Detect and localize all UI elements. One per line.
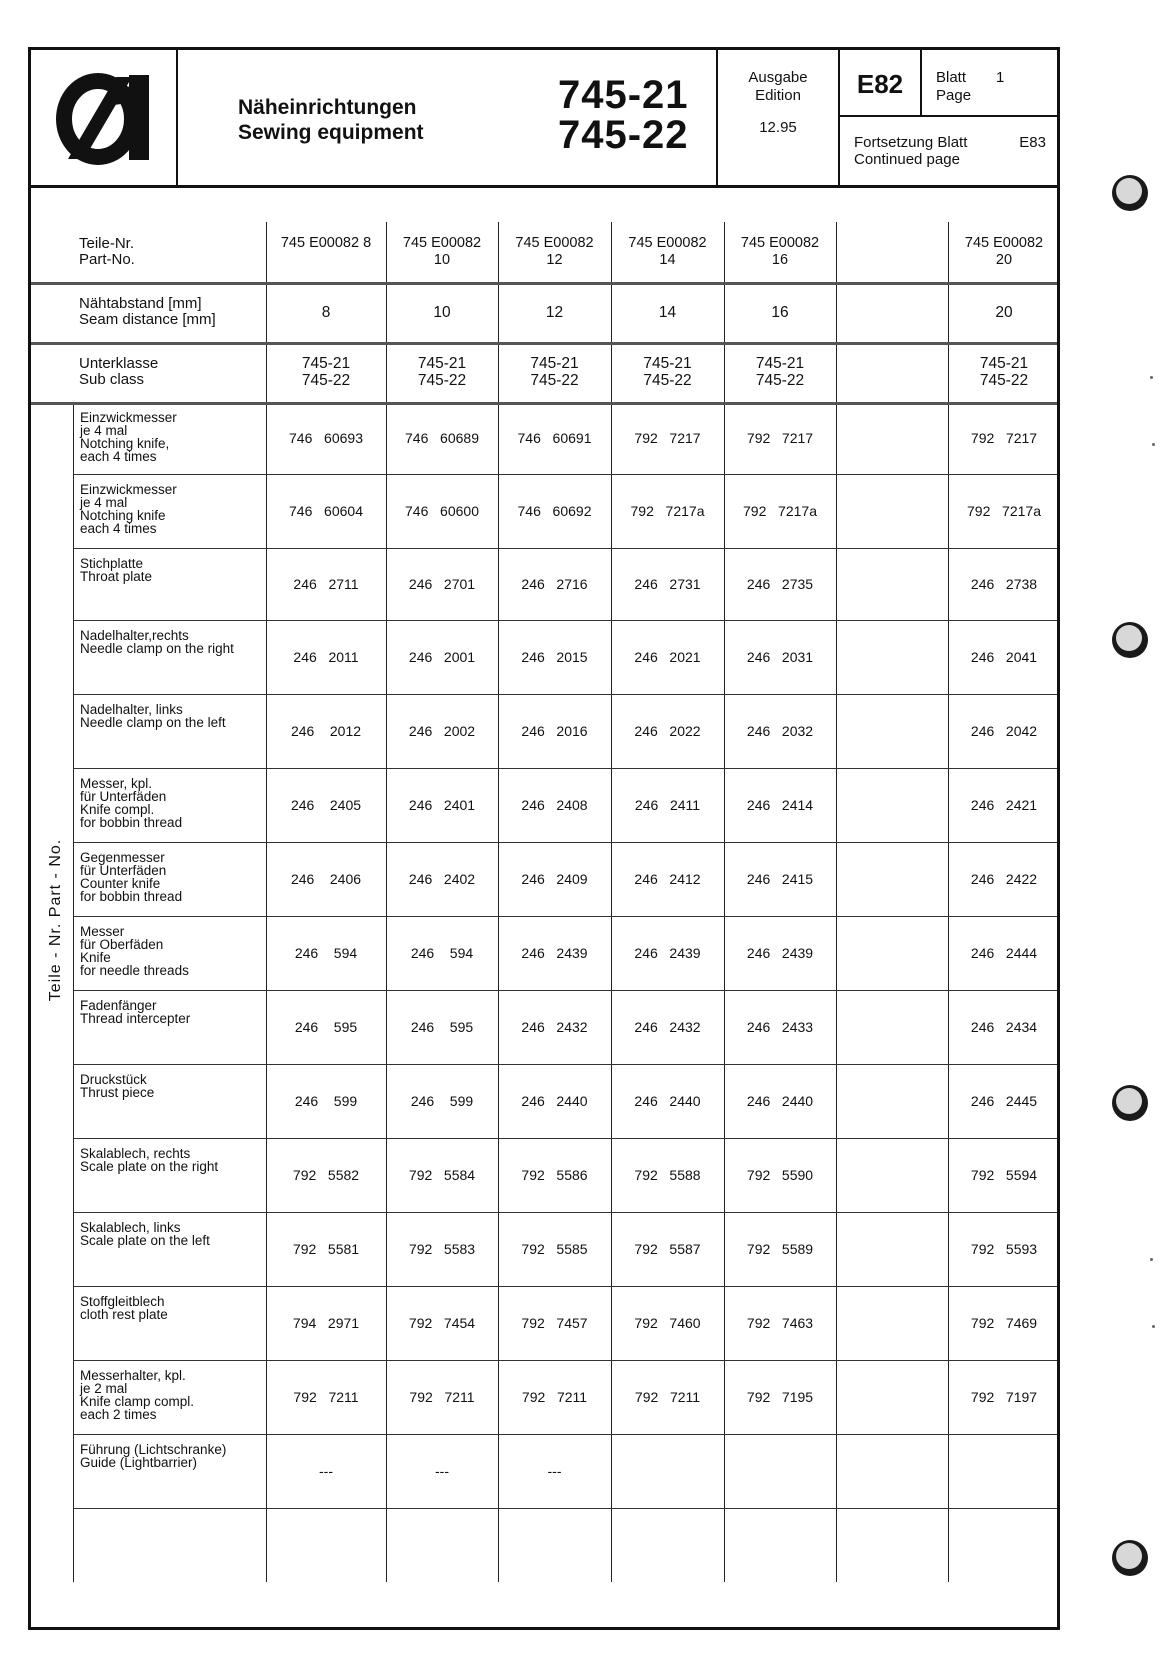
- seam-distance-cell-line1: 20: [995, 303, 1013, 321]
- part-number-value: 246 599: [410, 1093, 474, 1109]
- seam-distance-label-english: Seam distance [mm]: [79, 311, 216, 328]
- part-description: [80, 557, 262, 583]
- part-number-value: 246 2440: [521, 1093, 588, 1109]
- part-description-line: Thread intercepter: [80, 1011, 191, 1026]
- part-number-value: 792 5594: [970, 1167, 1038, 1183]
- seam-distance-cell-line1: 14: [658, 303, 677, 321]
- part-number-cell-line2: 20: [995, 252, 1013, 268]
- part-description-line: Skalablech, rechts: [80, 1146, 191, 1161]
- part-number-value: 792 7211: [521, 1389, 588, 1405]
- part-number-value: 792 7469: [970, 1315, 1038, 1331]
- sub-class-label: [79, 356, 158, 388]
- brand-logo: [28, 47, 178, 188]
- part-description-line: Thrust piece: [80, 1085, 155, 1100]
- part-number-value: 246 2444: [970, 945, 1038, 961]
- part-number-value: 792 7217a: [967, 503, 1041, 519]
- part-number-value: 246 2711: [293, 576, 359, 592]
- sub-class-cell: [386, 355, 498, 389]
- part-description-line: for needle threads: [80, 963, 189, 978]
- part-number-cell: [611, 235, 724, 269]
- part-description-line: Fadenfänger: [80, 998, 157, 1013]
- part-number-value: 792 7211: [634, 1389, 701, 1405]
- sub-class-cell-line2: 745-22: [755, 372, 805, 389]
- edition-date: 12.95: [759, 119, 797, 136]
- part-number-value: 246 2011: [293, 649, 359, 665]
- seam-distance-cell-line1: 10: [433, 303, 451, 321]
- part-number-value: 246 2415: [746, 871, 814, 887]
- part-description-line: Knife: [80, 950, 111, 965]
- page-number: 1: [996, 69, 1005, 86]
- continued-label-english: Continued page: [854, 151, 960, 168]
- part-number-value: 792 7195: [746, 1389, 814, 1405]
- part-description-line: Notching knife,: [80, 436, 170, 451]
- sub-class-cell-line2: 745-22: [530, 372, 579, 389]
- part-description: [80, 1443, 262, 1469]
- part-number-label: [79, 236, 135, 268]
- part-description-line: Knife compl.: [80, 802, 155, 817]
- part-description-line: each 2 times: [80, 1407, 157, 1422]
- sub-class-cell-line2: 745-22: [643, 372, 692, 389]
- sub-class-cell-line1: 745-21: [417, 355, 467, 372]
- sub-class-label-german: Unterklasse: [79, 355, 159, 372]
- part-number-value: 246 2032: [746, 723, 814, 739]
- sub-class-cell: [498, 355, 611, 389]
- part-description: [80, 925, 262, 977]
- part-number-cell: [724, 235, 836, 269]
- part-number-value: 246 2422: [970, 871, 1038, 887]
- part-number-value: 246 2433: [746, 1019, 814, 1035]
- part-number-value: 792 7217: [634, 430, 701, 446]
- part-description-line: für Unterfäden: [80, 863, 167, 878]
- part-description-line: je 4 mal: [80, 423, 128, 438]
- part-number-cell-line2: 14: [659, 252, 676, 268]
- part-description-line: Nadelhalter,rechts: [80, 628, 189, 643]
- part-number-value: 746 60689: [405, 430, 479, 446]
- part-number-cell-line2: 12: [546, 252, 563, 268]
- part-description: [80, 1221, 262, 1247]
- punch-hole: [1112, 175, 1148, 211]
- part-description-line: Messer, kpl.: [80, 776, 153, 791]
- scan-speck: [1150, 1258, 1153, 1261]
- part-number-value: 746 60693: [289, 430, 363, 446]
- part-number-value: 746 60604: [289, 503, 363, 519]
- scan-speck: [1150, 376, 1153, 379]
- sheet-code: E82: [856, 69, 904, 99]
- part-description: [80, 1295, 262, 1321]
- part-number-value: 792 5586: [521, 1167, 588, 1183]
- part-number-value: 246 2012: [290, 723, 362, 739]
- seam-distance-cell: [498, 304, 611, 321]
- part-number-value: 246 2002: [408, 723, 476, 739]
- part-number-value: 246 595: [294, 1019, 358, 1035]
- page-label-english: Page: [936, 87, 972, 104]
- seam-distance-label-german: Nähtabstand [mm]: [79, 295, 202, 312]
- part-description-line: je 2 mal: [80, 1381, 128, 1396]
- part-number-value: 792 7211: [293, 1389, 359, 1405]
- part-number-value: 792 7460: [634, 1315, 701, 1331]
- sub-class-cell-line1: 745-21: [301, 355, 351, 372]
- part-number-value: 246 2042: [970, 723, 1038, 739]
- part-description-line: Einzwickmesser: [80, 410, 177, 425]
- document-title: [238, 95, 424, 145]
- part-number-value: 246 2406: [290, 871, 362, 887]
- part-number-value: 246 2015: [521, 649, 588, 665]
- part-number-value: 246 2738: [970, 576, 1038, 592]
- scan-speck: [1152, 1325, 1155, 1328]
- part-number-cell: [948, 235, 1060, 269]
- part-description-line: Druckstück: [80, 1072, 147, 1087]
- part-description-line: Needle clamp on the right: [80, 641, 234, 656]
- part-number-cell: [266, 235, 386, 252]
- part-number-value: 746 60692: [517, 503, 592, 519]
- part-number-label-german: Teile-Nr.: [79, 235, 135, 252]
- part-description-line: Messerhalter, kpl.: [80, 1368, 186, 1383]
- model-number-2: 745-22: [558, 113, 689, 157]
- part-description-line: each 4 times: [80, 521, 157, 536]
- sub-class-cell-line2: 745-22: [979, 372, 1029, 389]
- part-number-value: 792 5587: [634, 1241, 701, 1257]
- part-number-value: 246 595: [410, 1019, 474, 1035]
- part-description: [80, 483, 262, 535]
- part-number-cell-line1: 745 E00082: [402, 235, 482, 251]
- part-description-line: Knife clamp compl.: [80, 1394, 195, 1409]
- part-number-value: 246 2405: [290, 797, 362, 813]
- page-label-german: Blatt: [936, 69, 967, 86]
- part-number-value: 792 5581: [292, 1241, 360, 1257]
- sub-class-cell-line1: 745-21: [979, 355, 1029, 372]
- part-number-value: 246 2408: [521, 797, 588, 813]
- part-number-label-english: Part-No.: [79, 251, 135, 268]
- model-number-1: 745-21: [558, 73, 689, 117]
- part-number-value: 246 2409: [521, 871, 588, 887]
- part-description-line: cloth rest plate: [80, 1307, 168, 1322]
- part-description-line: Scale plate on the left: [80, 1233, 210, 1248]
- part-description: [80, 777, 262, 829]
- sub-class-cell: [611, 355, 724, 389]
- part-description-line: Scale plate on the right: [80, 1159, 219, 1174]
- seam-distance-cell: [724, 304, 836, 321]
- part-number-value: 246 2439: [746, 945, 814, 961]
- part-number-value: 246 2411: [634, 797, 701, 813]
- sheet-header: [28, 47, 1060, 188]
- part-number-cell-line1: 745 E00082: [740, 235, 820, 251]
- seam-distance-cell: [948, 304, 1060, 321]
- part-description-line: Stichplatte: [80, 556, 144, 571]
- part-description-line: Einzwickmesser: [80, 482, 177, 497]
- part-description-line: für Unterfäden: [80, 789, 167, 804]
- seam-distance-cell-line1: 8: [321, 303, 331, 321]
- part-number-value: 246 2401: [408, 797, 476, 813]
- part-description-line: Messer: [80, 924, 125, 939]
- part-number-value: 246 2421: [970, 797, 1038, 813]
- part-number-value: 246 2439: [521, 945, 588, 961]
- part-number-value: 792 7211: [409, 1389, 475, 1405]
- part-number-value: ---: [319, 1463, 333, 1479]
- part-number-value: 246 2445: [970, 1093, 1038, 1109]
- continued-sheet-code: E83: [1019, 134, 1046, 151]
- scan-speck: [1152, 443, 1155, 446]
- part-description: [80, 1369, 262, 1421]
- part-number-value: 246 2735: [746, 576, 814, 592]
- part-description-line: je 4 mal: [80, 495, 128, 510]
- part-number-cell: [498, 235, 611, 269]
- part-number-value: 246 599: [294, 1093, 358, 1109]
- part-number-cell-line1: 745 E00082: [515, 235, 594, 251]
- part-number-value: 246 2402: [408, 871, 476, 887]
- part-description-line: Nadelhalter, links: [80, 702, 183, 717]
- part-number-value: 792 5588: [634, 1167, 701, 1183]
- part-description-line: Gegenmesser: [80, 850, 165, 865]
- part-description: [80, 1147, 262, 1173]
- part-description-line: Guide (Lightbarrier): [80, 1455, 198, 1470]
- sub-class-cell-line2: 745-22: [417, 372, 467, 389]
- part-number-value: 246 2716: [521, 576, 588, 592]
- sub-class-cell: [948, 355, 1060, 389]
- sub-class-cell-line1: 745-21: [643, 355, 692, 372]
- part-number-value: 792 5583: [408, 1241, 476, 1257]
- punch-hole: [1112, 622, 1148, 658]
- sheet-code-cell: [840, 47, 922, 117]
- part-description: [80, 1073, 262, 1099]
- punch-hole: [1112, 1540, 1148, 1576]
- part-number-value: 792 7217a: [743, 503, 817, 519]
- continued-cell: [840, 117, 1060, 188]
- part-number-cell-line1: 745 E00082: [628, 235, 707, 251]
- seam-distance-cell: [386, 304, 498, 321]
- part-number-value: 246 2440: [746, 1093, 814, 1109]
- part-number-value: 246 2001: [408, 649, 476, 665]
- part-number-cell-line1: 745 E00082: [964, 235, 1044, 251]
- part-number-value: ---: [547, 1463, 562, 1479]
- part-number-value: 792 5584: [408, 1167, 476, 1183]
- part-number-value: 246 2434: [970, 1019, 1038, 1035]
- part-description: [80, 851, 262, 903]
- part-number-value: 792 7197: [970, 1389, 1038, 1405]
- part-number-value: 246 2432: [521, 1019, 588, 1035]
- part-description-line: Führung (Lichtschranke): [80, 1442, 227, 1457]
- part-number-cell: [386, 235, 498, 269]
- part-number-value: 246 2041: [970, 649, 1038, 665]
- part-number-value: 246 594: [410, 945, 474, 961]
- part-number-cell-line1: 745 E00082 8: [280, 235, 372, 251]
- part-number-value: 746 60600: [405, 503, 479, 519]
- part-description-line: Stoffgleitblech: [80, 1294, 165, 1309]
- part-number-value: 792 7217a: [630, 503, 705, 519]
- part-number-value: ---: [435, 1463, 449, 1479]
- part-number-value: 792 7217: [746, 430, 814, 446]
- edition-label-english: Edition: [755, 87, 801, 104]
- part-description-line: for bobbin thread: [80, 889, 183, 904]
- page-cell: [922, 47, 1060, 117]
- sub-class-cell-line2: 745-22: [301, 372, 351, 389]
- side-label-part-number: Teile - Nr. Part - No.: [47, 838, 64, 1002]
- part-number-cell-line2: 10: [433, 252, 451, 268]
- part-description-line: each 4 times: [80, 449, 157, 464]
- seam-distance-label: [79, 296, 216, 328]
- punch-hole: [1112, 1085, 1148, 1121]
- part-description: [80, 703, 262, 729]
- seam-distance-cell: [266, 304, 386, 321]
- part-description-line: for bobbin thread: [80, 815, 183, 830]
- part-description-line: Notching knife: [80, 508, 166, 523]
- part-description-line: Needle clamp on the left: [80, 715, 226, 730]
- continued-label-german: Fortsetzung Blatt: [854, 134, 968, 151]
- part-number-value: 246 2440: [634, 1093, 701, 1109]
- part-number-value: 794 2971: [292, 1315, 360, 1331]
- part-number-value: 792 7217: [970, 430, 1038, 446]
- part-number-value: 792 7454: [408, 1315, 476, 1331]
- part-number-value: 792 5582: [292, 1167, 360, 1183]
- sub-class-cell: [266, 355, 386, 389]
- part-number-value: 246 2021: [634, 649, 701, 665]
- title-german: Näheinrichtungen: [238, 96, 417, 119]
- part-number-value: 246 2022: [634, 723, 701, 739]
- part-number-value: 746 60691: [517, 430, 592, 446]
- sub-class-label-english: Sub class: [79, 371, 145, 388]
- part-description-line: für Oberfäden: [80, 937, 164, 952]
- part-number-value: 246 2701: [408, 576, 476, 592]
- part-number-value: 792 5593: [970, 1241, 1038, 1257]
- seam-distance-cell-line1: 16: [771, 303, 789, 321]
- part-description-line: Skalablech, links: [80, 1220, 181, 1235]
- part-number-value: 792 5590: [746, 1167, 814, 1183]
- part-number-value: 246 2031: [746, 649, 814, 665]
- part-description: [80, 411, 262, 463]
- part-number-value: 792 5585: [521, 1241, 588, 1257]
- title-english: Sewing equipment: [238, 121, 424, 144]
- part-number-value: 246 2731: [634, 576, 701, 592]
- part-number-value: 246 2432: [634, 1019, 701, 1035]
- part-description: [80, 999, 262, 1025]
- edition-cell: [718, 47, 840, 185]
- sub-class-cell-line1: 745-21: [530, 355, 579, 372]
- part-description-line: Counter knife: [80, 876, 161, 891]
- seam-distance-cell: [611, 304, 724, 321]
- part-description-line: Throat plate: [80, 569, 153, 584]
- sub-class-cell: [724, 355, 836, 389]
- edition-label-german: Ausgabe: [748, 69, 808, 86]
- part-number-value: 246 2439: [634, 945, 701, 961]
- part-number-value: 246 2412: [634, 871, 701, 887]
- part-number-value: 792 7457: [521, 1315, 588, 1331]
- part-description: [80, 629, 262, 655]
- part-number-value: 246 2414: [746, 797, 814, 813]
- title-cell: [178, 47, 718, 185]
- part-number-value: 246 594: [294, 945, 358, 961]
- part-number-value: 792 5589: [746, 1241, 814, 1257]
- part-number-value: 792 7463: [746, 1315, 814, 1331]
- part-number-cell-line2: 16: [771, 252, 789, 268]
- sub-class-cell-line1: 745-21: [755, 355, 805, 372]
- part-number-value: 246 2016: [521, 723, 588, 739]
- seam-distance-cell-line1: 12: [545, 303, 564, 321]
- logo-cell: [28, 47, 178, 185]
